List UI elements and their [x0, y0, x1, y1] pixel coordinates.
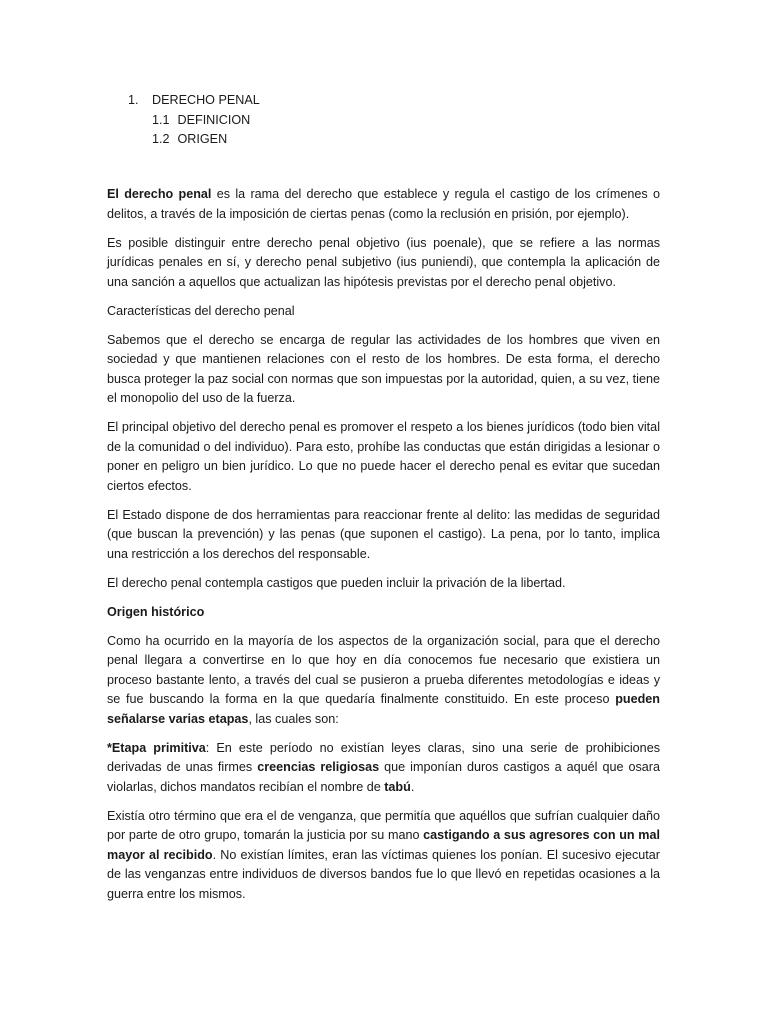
paragraph	[107, 739, 660, 798]
bold-text: creencias religiosas	[257, 760, 380, 774]
toc-item-label: DERECHO PENAL	[152, 93, 260, 107]
text-run: es la rama del derecho que establece y regula el castigo de los crímenes o delitos, a través de la imposición de ciertas penas (como la reclusión en prisión, por ejemplo).	[107, 187, 660, 221]
toc-subitem-1-2	[128, 130, 260, 150]
bold-text: castigando a sus agresores con un mal mayor al recibido	[107, 828, 660, 862]
text-run: . No existían límites, eran las víctimas quienes los ponían. El sucesivo ejecutar de las venganzas entre individuos de diversos bandos fue lo que llevó en repetidas ocasiones a la guerra entre los mismos.	[107, 847, 660, 901]
toc-item-number: 1.	[128, 93, 139, 107]
bold-text: El derecho penal	[107, 187, 212, 201]
text-run: que imponían duros castigos a aquél que osara violarlas, dichos mandatos recibían el nombre de	[107, 760, 660, 794]
toc-subitem-number: 1.1	[152, 112, 170, 127]
bold-text: *Etapa primitiva	[107, 740, 206, 755]
paragraph	[107, 185, 660, 224]
text-run: El principal objetivo del derecho penal es promover el respeto a los bienes jurídicos (todo bien vital de la comunidad o del individuo). Para esto, prohíbe las conductas que están dirigidas a lesionar o poner en peligro un bien jurídico. Lo que no puede hacer el derecho penal es evitar que sucedan ciertos efectos.	[107, 420, 660, 493]
text-run: , las cuales son:	[248, 711, 339, 726]
toc-item-1	[128, 91, 260, 111]
text-run: Como ha ocurrido en la mayoría de los aspectos de la organización social, para que el derecho penal llegara a convertirse en lo que hoy en día conocemos fue necesario que existiera un proceso bastante lento, a través del cual se pusieron a prueba diferentes metodologías e ideas y se fue buscando la forma en la que quedaría finalmente constituido. En este proceso	[107, 633, 660, 706]
paragraph	[107, 331, 660, 409]
text-run: El Estado dispone de dos herramientas para reaccionar frente al delito: las medidas de seguridad (que buscan la prevención) y las penas (que suponen el castigo). La pena, por lo tanto, implica una restricción a los derechos del responsable.	[107, 507, 660, 561]
paragraph	[107, 603, 660, 623]
paragraph	[107, 418, 660, 496]
text-run: Sabemos que el derecho se encarga de regular las actividades de los hombres que viven en sociedad y que mantienen relaciones con el resto de los hombres. De esta forma, el derecho busca proteger la paz social con normas que son impuestas por la autoridad, quien, a su vez, tiene el monopolio del uso de la fuerza.	[107, 332, 660, 405]
paragraph	[107, 234, 660, 293]
paragraph	[107, 506, 660, 565]
text-run: .	[410, 779, 415, 794]
toc-subitem-1-1	[128, 111, 260, 131]
text-run: : En este período no existían leyes claras, sino una serie de prohibiciones derivadas de unas firmes	[107, 740, 660, 774]
toc-subitem-number: 1.2	[152, 132, 170, 146]
text-run: Es posible distinguir entre derecho penal objetivo (ius poenale), que se refiere a las normas jurídicas penales en sí, y derecho penal subjetivo (ius puniendi), que contempla la aplicación de una sanción a aquellos que actualizan las hipótesis previstas por el derecho penal objetivo.	[107, 235, 660, 289]
paragraph	[107, 574, 660, 594]
bold-text: tabú	[384, 779, 411, 794]
toc-subitem-label: DEFINICION	[177, 112, 251, 127]
text-run: El derecho penal contempla castigos que pueden incluir la privación de la libertad.	[107, 575, 566, 590]
paragraph	[107, 302, 660, 322]
paragraph	[107, 632, 660, 730]
toc-subitem-label: ORIGEN	[177, 132, 228, 146]
paragraph	[107, 807, 660, 905]
bold-text: Origen histórico	[107, 604, 205, 619]
document-body	[107, 185, 660, 914]
table-of-contents	[128, 91, 260, 150]
text-run: Características del derecho penal	[107, 303, 295, 318]
text-run: Existía otro término que era el de venganza, que permitía que aquéllos que sufrían cualquier daño por parte de otro grupo, tomarán la justicia por su mano	[107, 808, 660, 842]
bold-text: pueden señalarse varias etapas	[107, 692, 660, 726]
